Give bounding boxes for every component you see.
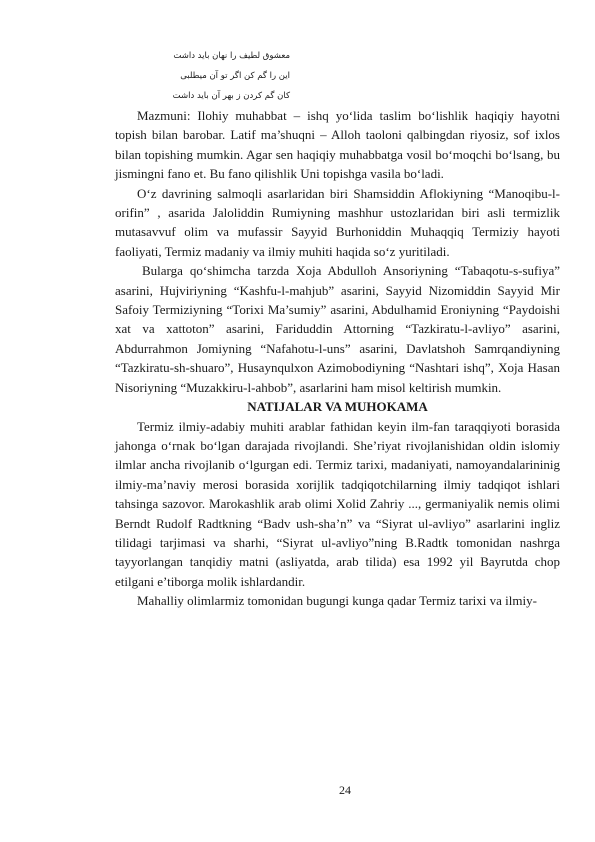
page-number: 24 — [339, 783, 351, 797]
paragraph-termiz: Termiz ilmiy-adabiy muhiti arablar fathidan keyin ilm-fan taraqqiyoti borasida jahonga o‘rnak bo‘lgan darajada rivojlandi. She’riyat rivojlanishidan oldin islomiy ilmlar ancha rivojlanib o‘lgurgan edi. Termiz tarixi, madaniyati, namoyandalarininig ilmiy-ma’naviy merosi borasida xorijlik tadqiqotchilarning ilmiy tadqiqot ishlari tahsinga sazovor. Marokashlik arab olimi Xolid Zahriy ..., germaniyalik nemis olimi Berndt Rudolf Radtkning “Badv ush-sha’n” va “Siyrat ul-avliyo” asarlarini ingliz tilidagi tarjimasi va sharhi, “Siyrat ul-avliyo”ning B.Radtk tomonidan nashrga tayyorlangan tanqidiy matni (asliyatda, arab tilida) esa 1992 yil Bayrutda chop etilgani e’tiborga molik ishlardandir. — [115, 418, 560, 589]
page-content — [115, 46, 560, 611]
paragraph-aflokiy: O‘z davrining salmoqli asarlaridan biri Shamsiddin Aflokiyning “Manoqibu-l-orifin” , asarida Jaloliddin Rumiyning mashhur ustozlaridan biri asli termizlik mutasavvuf olim va mufassir Sayyid Burhoniddin Muhaqqiq Termiziy hayoti faoliyati, Termiz madaniy va ilmiy muhiti haqida so‘z yuritiladi. — [115, 185, 560, 259]
paragraph-local-scholars: Mahalliy olimlarmiz tomonidan bugungi kunga qadar Termiz tarixi va ilmiy- — [137, 593, 537, 609]
section-heading: NATIJALAR VA MUHOKAMA — [247, 399, 428, 415]
paragraph-meaning: Mazmuni: Ilohiy muhabbat – ishq yo‘lida taslim bo‘lishlik haqiqiy hayotni topish bilan barobar. Latif ma’shuqni – Alloh taoloni qalbingdan riyosiz, sof ixlos bilan topishing mumkin. Agar sen haqiqiy muhabbatga vosil bo‘moqchi bo‘lsang, bu jismingni fano et. Bu fano qilishlik Uni topishga vasila bo‘ladi. — [115, 108, 560, 182]
persian-verse-line-3: کان گم کردن ز بهر آن باید داشت — [172, 91, 290, 101]
persian-verse-line-2: این را گم کن اگر تو آن میطلبی — [180, 71, 290, 81]
paragraph-sources: Bularga qo‘shimcha tarzda Xoja Abdulloh Ansoriyning “Tabaqotu-s-sufiya” asarini, Hujviriyning “Kashfu-l-mahjub” asarini, Sayyid Nizomiddin Sayyid Mir Safoiy Termiziyning “Torixi Ma’sumiy” asarini, Abdulhamid Eroniyning “Paydoishi xat va xattoton” asarini, Fariduddin Attorning “Tazkiratu-l-avliyo” asarini, Abdurrahmon Jomiyning “Nafahotu-l-uns” asarini, Davlatshoh Samrqandiyning “Tazkiratu-sh-shuaro”, Husaynqulxon Azimobodiyning “Nashtari ishq”, Xoja Hasan Nisoriyning “Muzakkiru-l-ahbob”, asarlarini ham misol keltirish mumkin. — [115, 263, 560, 395]
persian-verse-line-1: معشوق لطیف را نهان باید داشت — [173, 51, 290, 61]
